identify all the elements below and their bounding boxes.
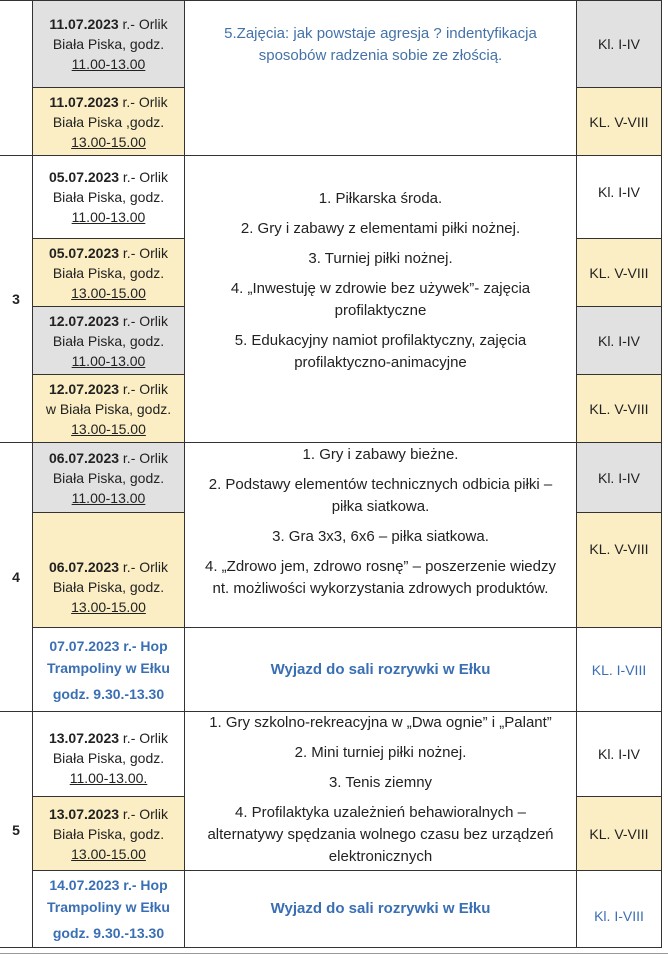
time-text: 13.00-15.00 [71,284,146,301]
date-cell [32,711,185,797]
class-cell [576,711,662,797]
venue-line: Biała Piska, godz. [52,825,165,842]
date-text: 06.07.2023 [48,449,120,466]
time-text: godz. 9.30.-13.30 [52,925,165,941]
row-number: 5 [0,711,33,948]
class-cell [576,0,662,88]
date-text: 07.07.2023 [49,637,120,654]
row-number-empty [0,0,33,156]
venue-text: r.- Hop [119,637,168,654]
activity-item: 3. Tenis ziemny [328,774,433,791]
time-text: 11.00-13.00 [71,489,146,506]
class-label: KL. V-VIII [589,825,649,842]
date-cell-trip [32,627,185,712]
activity-item: 2. Mini turniej piłki nożnej. [294,744,467,761]
time-text: 13.00-15.00 [71,599,146,615]
trip-text: Wyjazd do sali rozrywki w Ełku [270,900,491,917]
date-text: 12.07.2023 [48,312,120,329]
time-text: 11.00-13.00 [71,209,146,225]
date-text: 12.07.2023 [48,380,120,397]
activity-item: 4. „Inwestuję w zdrowie bez używek”- zajęcia profilaktyczne [230,280,531,319]
date-cell [32,796,185,871]
class-label: Kl. I-IV [597,332,640,349]
venue-line: Biała Piska, godz. [52,469,165,486]
date-text: 11.07.2023 [49,16,119,32]
class-cell [576,870,662,948]
date-cell [32,87,185,156]
activity-item: 1. Gry szkolno-rekreacyjna w „Dwa ognie” i „Palant” [209,714,552,731]
class-label: KL. V-VIII [589,541,649,557]
trip-cell [184,870,577,948]
class-label: KL. V-VIII [589,400,649,417]
activity-item: 4. „Zdrowo jem, zdrowo rosnę” – poszerzenie wiedzy nt. możliwości wykorzystania zdrowych produktów. [205,558,556,597]
venue-text: r.- Orlik [119,559,169,575]
venue-text: r.- Orlik [119,312,169,329]
venue-text: r.- Orlik [118,93,168,110]
class-cell [576,374,662,443]
activity-item: 3. Gra 3x3, 6x6 – piłka siatkowa. [272,528,489,545]
venue-text: r.- Hop [119,877,168,893]
venue-text: r.- Orlik [119,449,169,466]
venue-line: w Biała Piska, godz. [45,400,172,417]
venue-line: Biała Piska, godz. [52,750,165,766]
date-cell [32,238,185,307]
time-text: 11.00-13.00 [71,352,146,369]
date-cell [32,306,185,375]
venue-line: Biała Piska, godz. [52,579,165,595]
venue-text: r.- Orlik [119,169,169,185]
class-cell [576,627,662,712]
venue-line: Trampoliny w Ełku [47,659,170,676]
venue-text: r.- Orlik [119,380,169,397]
activity-cell [184,711,577,871]
class-label: Kl. I-IV [597,184,640,200]
time-text: 13.00-15.00 [71,133,146,150]
date-text: 14.07.2023 [49,877,120,893]
class-label: KL. I-VIII [591,661,647,678]
activity-item: 2. Gry i zabawy z elementami piłki nożnej. [240,220,521,237]
class-cell [576,796,662,871]
date-text: 13.07.2023 [48,730,120,746]
time-text: godz. 9.30.-13.30 [52,685,165,702]
activity-item: 4. Profilaktyka uzależnień behawioralnych – alternatywy spędzania wolnego czasu bez urządzeń elektronicznych [207,804,554,865]
activity-item: 5. Edukacyjny namiot profilaktyczny, zajęcia profilaktyczno-animacyjne [234,332,527,371]
date-cell [32,374,185,443]
class-cell [576,512,662,628]
venue-text: r.- Orlik [119,730,169,746]
date-cell [32,442,185,513]
venue-text: r.- Orlik [119,805,169,822]
activity-item: 3. Turniej piłki nożnej. [308,250,453,267]
date-text: 06.07.2023 [48,559,120,575]
venue-line: Biała Piska ,godz. [52,113,165,130]
row-number: 4 [0,442,33,712]
class-cell [576,306,662,375]
date-cell [32,512,185,628]
trip-text: Wyjazd do sali rozrywki w Ełku [270,660,491,678]
class-label: Kl. I-IV [597,36,640,52]
time-text: 11.00-13.00 [71,56,146,72]
date-text: 11.07.2023 [49,93,119,110]
activity-cell [184,0,577,156]
class-cell [576,442,662,513]
class-label: KL. V-VIII [589,264,649,281]
date-cell-trip [32,870,185,948]
time-text: 13.00-15.00 [71,845,146,862]
class-label: Kl. I-IV [597,746,640,762]
class-cell [576,238,662,307]
date-cell [32,0,185,88]
row-number: 3 [0,155,33,443]
date-text: 05.07.2023 [48,169,120,185]
date-cell [32,155,185,239]
class-cell [576,87,662,156]
class-label: Kl. I-VIII [594,908,644,924]
activity-item: 1. Piłkarska środa. [318,190,443,207]
venue-line: Biała Piska, godz. [52,189,165,205]
venue-line: Biała Piska, godz. [52,264,165,281]
activity-cell [184,442,577,628]
date-text: 05.07.2023 [48,244,120,261]
activity-cell [184,155,577,443]
activity-item: 5.Zajęcia: jak powstaje agresja ? indentyfikacja sposobów radzenia sobie ze złością. [224,25,537,64]
class-label: KL. V-VIII [589,113,649,130]
venue-text: r.- Orlik [118,16,168,32]
activity-item: 1. Gry i zabawy bieżne. [302,446,459,463]
venue-text: r.- Orlik [119,244,169,261]
venue-line: Trampoliny w Ełku [47,899,170,915]
date-text: 13.07.2023 [48,805,120,822]
class-cell [576,155,662,239]
time-text: 13.00-15.00 [71,420,146,437]
activity-item: 2. Podstawy elementów technicznych odbicia piłki – piłka siatkowa. [208,476,553,515]
trip-cell [184,627,577,712]
time-text: 11.00-13.00. [69,770,148,786]
class-label: Kl. I-IV [597,469,640,486]
venue-line: Biała Piska, godz. [52,332,165,349]
venue-line: Biała Piska, godz. [52,36,165,52]
